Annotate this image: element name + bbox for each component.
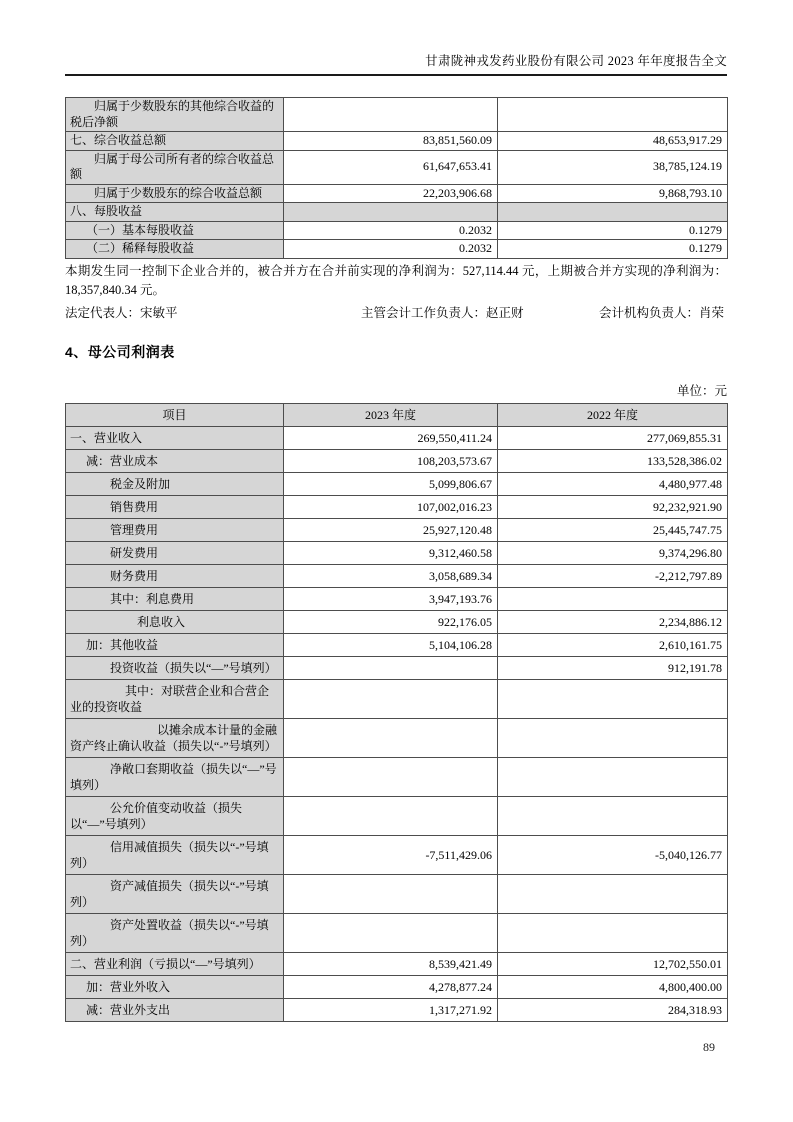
row-value-2022: 38,785,124.19 <box>498 150 728 184</box>
row-value-2023: 61,647,653.41 <box>284 150 498 184</box>
row-value-2023 <box>284 757 498 796</box>
row-label: 其中：利息费用 <box>66 587 284 610</box>
row-value-2023: 83,851,560.09 <box>284 132 498 151</box>
table-row <box>66 426 728 449</box>
row-label: 管理费用 <box>66 518 284 541</box>
unit-label: 单位：元 <box>676 383 727 398</box>
table-row <box>66 98 728 132</box>
row-value-2022: 2,234,886.12 <box>498 610 728 633</box>
merger-note: 本期发生同一控制下企业合并的，被合并方在合并前实现的净利润为：527,114.44 元，上期被合并方实现的净利润为：18,357,840.34 元。 <box>65 263 727 297</box>
chief-accountant: 主管会计工作负责人：赵正财 <box>361 305 524 320</box>
row-value-2022: 48,653,917.29 <box>498 132 728 151</box>
table-row <box>66 679 728 718</box>
table-row <box>66 757 728 796</box>
table-row <box>66 975 728 998</box>
table-row <box>66 874 728 913</box>
row-label: 二、营业利润（亏损以“—”号填列） <box>66 952 284 975</box>
row-value-2023 <box>284 656 498 679</box>
row-label: 归属于母公司所有者的综合收益总额 <box>66 150 284 184</box>
table-row <box>66 913 728 952</box>
row-label: 资产处置收益（损失以“-”号填列） <box>66 913 284 952</box>
table-row <box>66 835 728 874</box>
page-content <box>65 0 727 1022</box>
accounting-department-head: 会计机构负责人：肖荣 <box>598 305 724 320</box>
table-row <box>66 587 728 610</box>
row-value-2022: 9,868,793.10 <box>498 184 728 203</box>
table-row <box>66 472 728 495</box>
row-value-2022 <box>498 757 728 796</box>
row-value-2023 <box>284 913 498 952</box>
document-header-title: 甘肃陇神戎发药业股份有限公司 2023 年年度报告全文 <box>425 54 727 68</box>
row-value-2023: 4,278,877.24 <box>284 975 498 998</box>
row-value-2022: 9,374,296.80 <box>498 541 728 564</box>
row-value-2022: 4,800,400.00 <box>498 975 728 998</box>
row-label: 加：营业外收入 <box>66 975 284 998</box>
row-value-2022 <box>498 203 728 222</box>
row-value-2022 <box>498 796 728 835</box>
row-value-2022: 0.1279 <box>498 221 728 240</box>
row-value-2022 <box>498 587 728 610</box>
row-value-2023 <box>284 796 498 835</box>
table-row <box>66 610 728 633</box>
parent-income-statement-table <box>65 403 728 1022</box>
table-row <box>66 150 728 184</box>
row-value-2022 <box>498 679 728 718</box>
table-row <box>66 221 728 240</box>
row-value-2023: 1,317,271.92 <box>284 998 498 1021</box>
row-value-2022: -2,212,797.89 <box>498 564 728 587</box>
row-value-2023: 0.2032 <box>284 240 498 259</box>
row-label: 税金及附加 <box>66 472 284 495</box>
row-value-2023: 5,099,806.67 <box>284 472 498 495</box>
signatures-row <box>65 303 727 322</box>
row-value-2023: 922,176.05 <box>284 610 498 633</box>
row-value-2023: 8,539,421.49 <box>284 952 498 975</box>
row-label: 信用减值损失（损失以“-”号填列） <box>66 835 284 874</box>
row-label: 其中：对联营企业和合营企业的投资收益 <box>66 679 284 718</box>
row-value-2022: 277,069,855.31 <box>498 426 728 449</box>
legal-representative: 法定代表人：宋敏平 <box>65 305 178 320</box>
column-header-item: 项目 <box>66 403 284 426</box>
row-value-2023 <box>284 718 498 757</box>
table-row <box>66 998 728 1021</box>
row-label: 以摊余成本计量的金融资产终止确认收益（损失以“-”号填列） <box>66 718 284 757</box>
row-value-2023: 22,203,906.68 <box>284 184 498 203</box>
row-value-2023: 5,104,106.28 <box>284 633 498 656</box>
row-label: 归属于少数股东的其他综合收益的税后净额 <box>66 98 284 132</box>
row-value-2022: 0.1279 <box>498 240 728 259</box>
row-label: 利息收入 <box>66 610 284 633</box>
table-row <box>66 240 728 259</box>
table-header-row <box>66 403 728 426</box>
table-row <box>66 203 728 222</box>
row-value-2022 <box>498 913 728 952</box>
row-value-2022: 92,232,921.90 <box>498 495 728 518</box>
row-value-2023: 3,058,689.34 <box>284 564 498 587</box>
row-label: 减：营业外支出 <box>66 998 284 1021</box>
row-value-2022: 4,480,977.48 <box>498 472 728 495</box>
table-row <box>66 495 728 518</box>
table-row <box>66 564 728 587</box>
row-label: 加：其他收益 <box>66 633 284 656</box>
row-value-2023: 25,927,120.48 <box>284 518 498 541</box>
row-value-2023 <box>284 98 498 132</box>
row-label: 资产减值损失（损失以“-”号填列） <box>66 874 284 913</box>
page-number: 89 <box>703 1040 715 1054</box>
row-value-2023: -7,511,429.06 <box>284 835 498 874</box>
comprehensive-income-table <box>65 97 728 259</box>
row-value-2022 <box>498 98 728 132</box>
row-label: 财务费用 <box>66 564 284 587</box>
table-row <box>66 184 728 203</box>
row-value-2023: 108,203,573.67 <box>284 449 498 472</box>
row-label: 一、营业收入 <box>66 426 284 449</box>
table-row <box>66 718 728 757</box>
table-row <box>66 541 728 564</box>
row-value-2022: 2,610,161.75 <box>498 633 728 656</box>
table-row <box>66 656 728 679</box>
table-row <box>66 952 728 975</box>
row-label: （一）基本每股收益 <box>66 221 284 240</box>
row-value-2022 <box>498 718 728 757</box>
table-row <box>66 518 728 541</box>
document-header <box>65 0 727 76</box>
section-title: 4、母公司利润表 <box>65 343 175 360</box>
table-row <box>66 449 728 472</box>
row-label: （二）稀释每股收益 <box>66 240 284 259</box>
row-value-2023: 3,947,193.76 <box>284 587 498 610</box>
row-label: 销售费用 <box>66 495 284 518</box>
table-row <box>66 132 728 151</box>
row-label: 投资收益（损失以“—”号填列） <box>66 656 284 679</box>
column-header-2023: 2023 年度 <box>284 403 498 426</box>
row-value-2022: -5,040,126.77 <box>498 835 728 874</box>
row-label: 归属于少数股东的综合收益总额 <box>66 184 284 203</box>
row-value-2023: 9,312,460.58 <box>284 541 498 564</box>
row-label: 研发费用 <box>66 541 284 564</box>
row-label: 八、每股收益 <box>66 203 284 222</box>
row-value-2022: 25,445,747.75 <box>498 518 728 541</box>
row-value-2022 <box>498 874 728 913</box>
row-value-2023: 107,002,016.23 <box>284 495 498 518</box>
table-row <box>66 796 728 835</box>
row-label: 七、综合收益总额 <box>66 132 284 151</box>
row-value-2023: 0.2032 <box>284 221 498 240</box>
row-label: 公允价值变动收益（损失以“—”号填列） <box>66 796 284 835</box>
row-value-2023 <box>284 203 498 222</box>
table-row <box>66 633 728 656</box>
row-label: 减：营业成本 <box>66 449 284 472</box>
row-value-2022: 912,191.78 <box>498 656 728 679</box>
row-value-2022: 12,702,550.01 <box>498 952 728 975</box>
row-value-2022: 284,318.93 <box>498 998 728 1021</box>
column-header-2022: 2022 年度 <box>498 403 728 426</box>
row-value-2022: 133,528,386.02 <box>498 449 728 472</box>
row-value-2023 <box>284 679 498 718</box>
row-label: 净敞口套期收益（损失以“—”号填列） <box>66 757 284 796</box>
row-value-2023: 269,550,411.24 <box>284 426 498 449</box>
row-value-2023 <box>284 874 498 913</box>
